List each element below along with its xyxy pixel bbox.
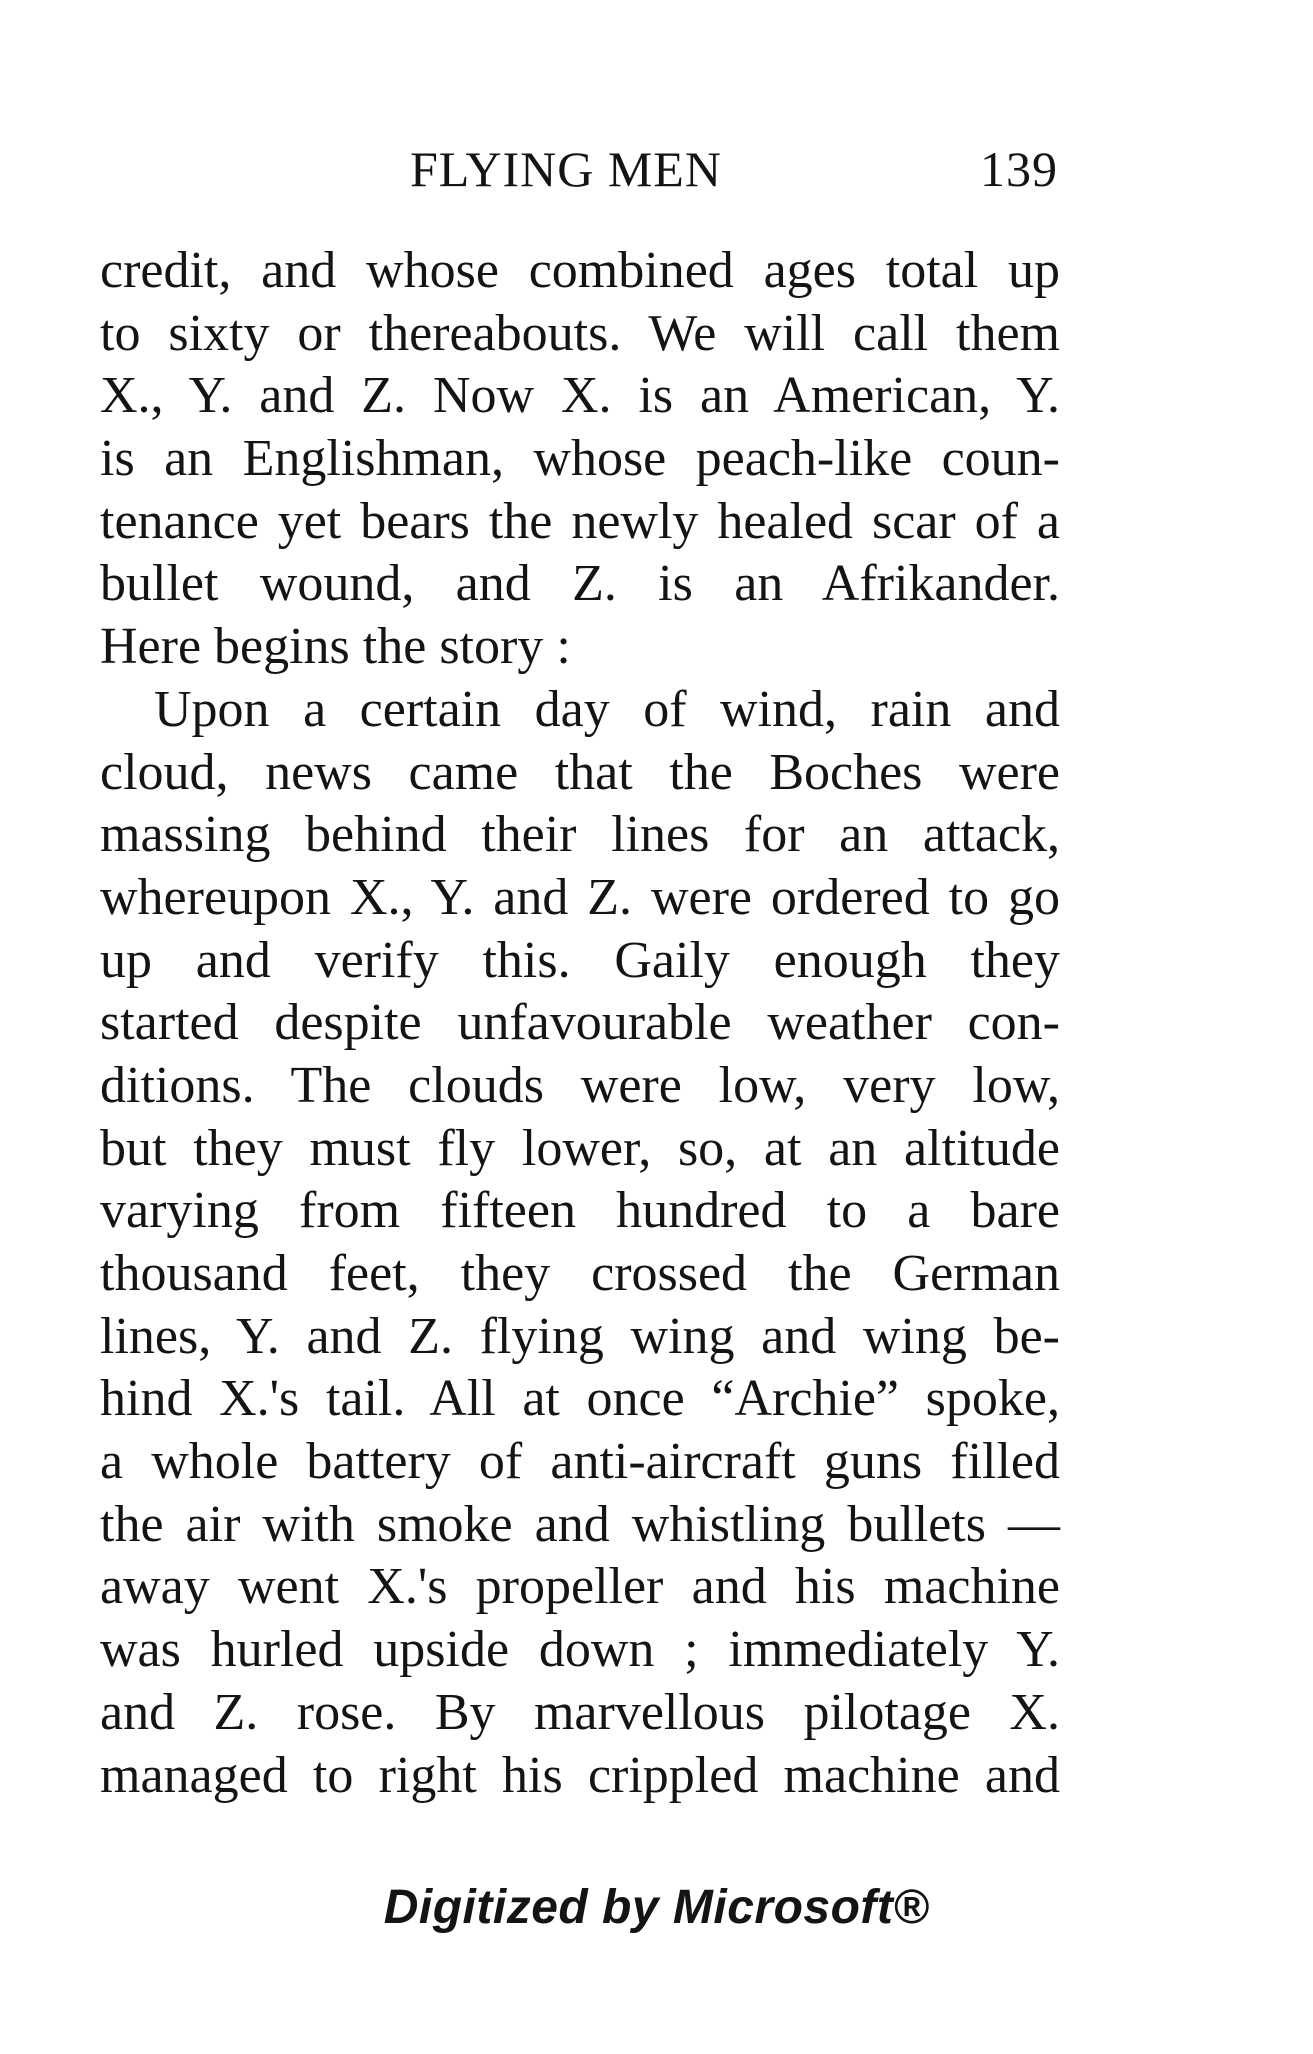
page-number: 139 — [980, 141, 1058, 197]
text-line: hind X.'s tail. All at once “Archie” spoke, — [100, 1370, 1060, 1428]
text-line: the air with smoke and whistling bullets — — [100, 1495, 1060, 1553]
text-line: a whole battery of anti-aircraft guns filled — [100, 1433, 1060, 1491]
text-line: but they must fly lower, so, at an altitude — [100, 1119, 1060, 1177]
digitization-watermark: Digitized by Microsoft® — [383, 1881, 930, 1934]
text-line: varying from fifteen hundred to a bare — [100, 1182, 1060, 1240]
text-line: Here begins the story : — [100, 618, 571, 676]
text-line: massing behind their lines for an attack, — [100, 806, 1060, 864]
text-line: started despite unfavourable weather con- — [100, 994, 1060, 1052]
text-line: ditions. The clouds were low, very low, — [100, 1056, 1060, 1114]
text-line: to sixty or thereabouts. We will call them — [100, 304, 1060, 362]
body-text — [100, 240, 1060, 1807]
text-line: is an Englishman, whose peach-like coun- — [100, 430, 1060, 488]
text-line: X., Y. and Z. Now X. is an American, Y. — [100, 367, 1060, 425]
running-head — [100, 140, 1060, 200]
text-line: tenance yet bears the newly healed scar of a — [100, 492, 1060, 550]
text-line: thousand feet, they crossed the German — [100, 1245, 1060, 1302]
text-line: credit, and whose combined ages total up — [100, 242, 1060, 299]
text-line: was hurled upside down ; immediately Y. — [100, 1621, 1060, 1679]
text-line: cloud, news came that the Boches were — [100, 743, 1060, 801]
text-line: and Z. rose. By marvellous pilotage X. — [100, 1683, 1060, 1741]
running-title: FLYING MEN — [410, 141, 722, 197]
text-line: up and verify this. Gaily enough they — [100, 931, 1060, 989]
text-line: managed to right his crippled machine and — [100, 1746, 1060, 1804]
text-line: bullet wound, and Z. is an Afrikander. — [100, 555, 1060, 613]
text-line-paragraph-start: Upon a certain day of wind, rain and — [154, 680, 1060, 738]
text-line: lines, Y. and Z. flying wing and wing be- — [100, 1307, 1060, 1365]
text-line: whereupon X., Y. and Z. were ordered to go — [100, 868, 1060, 926]
text-line: away went X.'s propeller and his machine — [100, 1558, 1060, 1616]
